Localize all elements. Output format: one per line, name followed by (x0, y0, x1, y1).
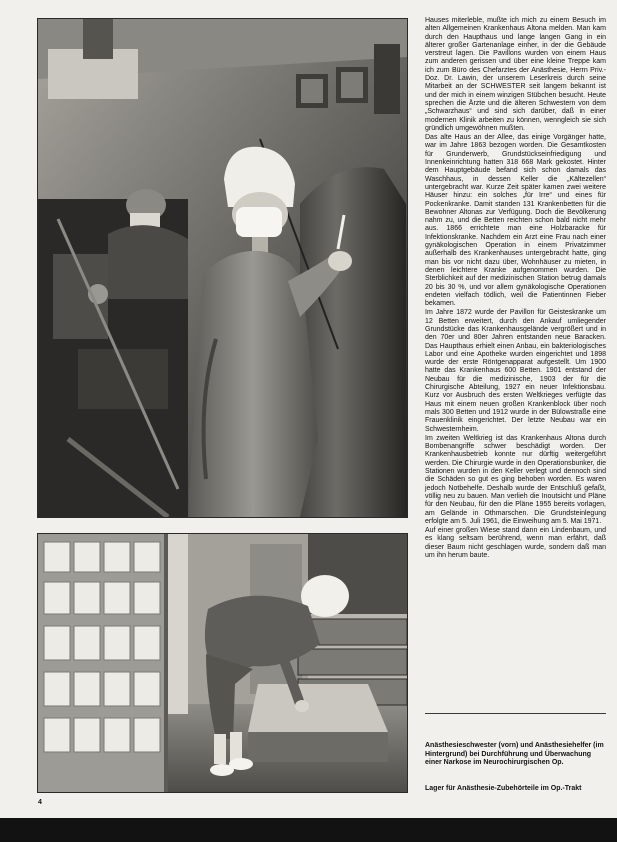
page-number: 4 (38, 799, 42, 806)
photo-storage-drawers (37, 533, 408, 793)
caption-divider (425, 713, 606, 714)
article-paragraph: Im Jahre 1872 wurde der Pavillon für Geisteskranke um 12 Betten erweitert, durch den Ankauf umliegender Grundstücke das Krankenhausgelände vergrößert und in den 70er und 80er Jahren entstanden neue Baracken. Das Haupthaus erhielt einen Anbau, ein bakteriologisches Labor und eine Apotheke wurden eingerichtet und 1898 wurde der erste Röntgenapparat aufgestellt. Um 1900 hatte das Krankenhaus 600 Betten. 1901 entstand der Neubau für die medizinische, 1903 der für die Chirurgische Abteilung, 1927 ein neuer Infektionsbau. Kurz vor Ausbruch des ersten Weltkrieges verfügte das Haus mit einem neuen großen Krankenblock über noch mals 300 Betten und 1912 wurde in der Bülowstraße eine Frauenklinik eingerichtet. Der letzte Neubau war ein Schwesternheim. (425, 309, 606, 433)
caption-top-photo: Anästhesieschwester (vorn) und Anästhesiehelfer (im Hintergrund) bei Durchführung und Überwachung einer Narkose im Neurochirurgischen Op. (425, 742, 604, 766)
article-text-column (425, 17, 606, 561)
article-paragraph: Hauses miterleble, mußte ich mich zu einem Besuch im alten Allgemeinen Krankenhaus Altona melden. Man kam durch den Haupthaus und lange langen Gang in ein älterer großer Gartenanlage einher, in der die Gebäude verstreut lagen. Die Pavillons wurden von einem Haus zum anderen gerissen und über eine kleine Treppe kam ich zum Büro des Chefarztes der Anästhesie, Herrn Priv.-Doz. Dr. Lawin, der unserem Leserkreis durch seine Mitarbeit an der SCHWESTER seit langem bekannt ist und der mich in einem winzigen Stübchen besucht. Heute sprechen die Ärzte und die älteren Schwestern von dem „Schwarzhaus“ und sind sich darüber, daß in einer modernen Klinik arbeiten zu können, wenngleich sie sich gründlich umgewöhnen mußten. (425, 17, 606, 132)
bottom-scan-band (0, 818, 617, 842)
photo-anesthesia-nurse-operating-room (37, 18, 408, 518)
article-paragraph: Das alte Haus an der Allee, das einige Vorgänger hatte, war im Jahre 1863 bezogen worden. Die Gesamtkosten für Grunderwerb, Grundstückseinfriedigung und Innenkeinrichtung hatten 318 668 Mark gekostet. Hinter dem Hauptgebäude befand sich schon damals das Waschhaus, in dessen Keller die „Kältezellen“ untergebracht war. Kurze Zeit später kamen zwei weitere Häuser hinzu: ein solches „für Irre“ und eines für Pockenkranke. Damit standen 131 Krankenbetten für die Bewohner Altonas zur Verfügung. Doch die Bevölkerung nahm zu, und die Betten reichten schon bald nicht mehr aus. 1866 errichtete man eine Holzbaracke für Infektionskranke. Nachdem ein Arzt eine Frau nach einer gynäkologischen Operation in einem Privatzimmer außerhalb des Krankenhauses untergebracht hatte, ging man bis vor nicht dazu über, Wohnhäuser zu mieten, in denen leichtere Kranke aufgenommen wurden. Die Sterblichkeit auf der medizinischen Station betrug damals 20 bis 30 %, und vor allem gynäkologische Operationen endeten vielfach tödlich, weil die Patientinnen Fieber bekamen. (425, 134, 606, 308)
article-paragraph: Im zweiten Weltkrieg ist das Krankenhaus Altona durch Bombenangriffe schwer beschädigt worden. Der Krankenhausbetrieb konnte nur dürftig weitergeführt werden. Die Chirurgie wurde in den Operationsbunker, die Stationen wurden in den Keller verlegt und dennoch sind die Schäden so gut es ging behoben worden. Es waren jedoch Notbehelfe. Deshalb wurde der Entschluß gefaßt, völlig neu zu bauen. Man verlieh die Inoutsicht und Pläne für den Neubau, für den die Pläne 1955 bereits vorlagen, am Gelände in Othmarschen. Die Grundsteinlegung erfolgte am 5. Juli 1961, die Einweihung am 5. Mai 1971. (425, 434, 606, 525)
article-paragraph: Auf einer großen Wiese stand dann ein Lindenbaum, und es klang seltsam berührend, wenn man erfährt, daß dieser Baum nicht geschlagen wurde, sondern daß man um ihn herum baute. (425, 527, 606, 559)
caption-bottom-photo: Lager für Anästhesie-Zubehörteile im Op.-Trakt (425, 785, 582, 792)
